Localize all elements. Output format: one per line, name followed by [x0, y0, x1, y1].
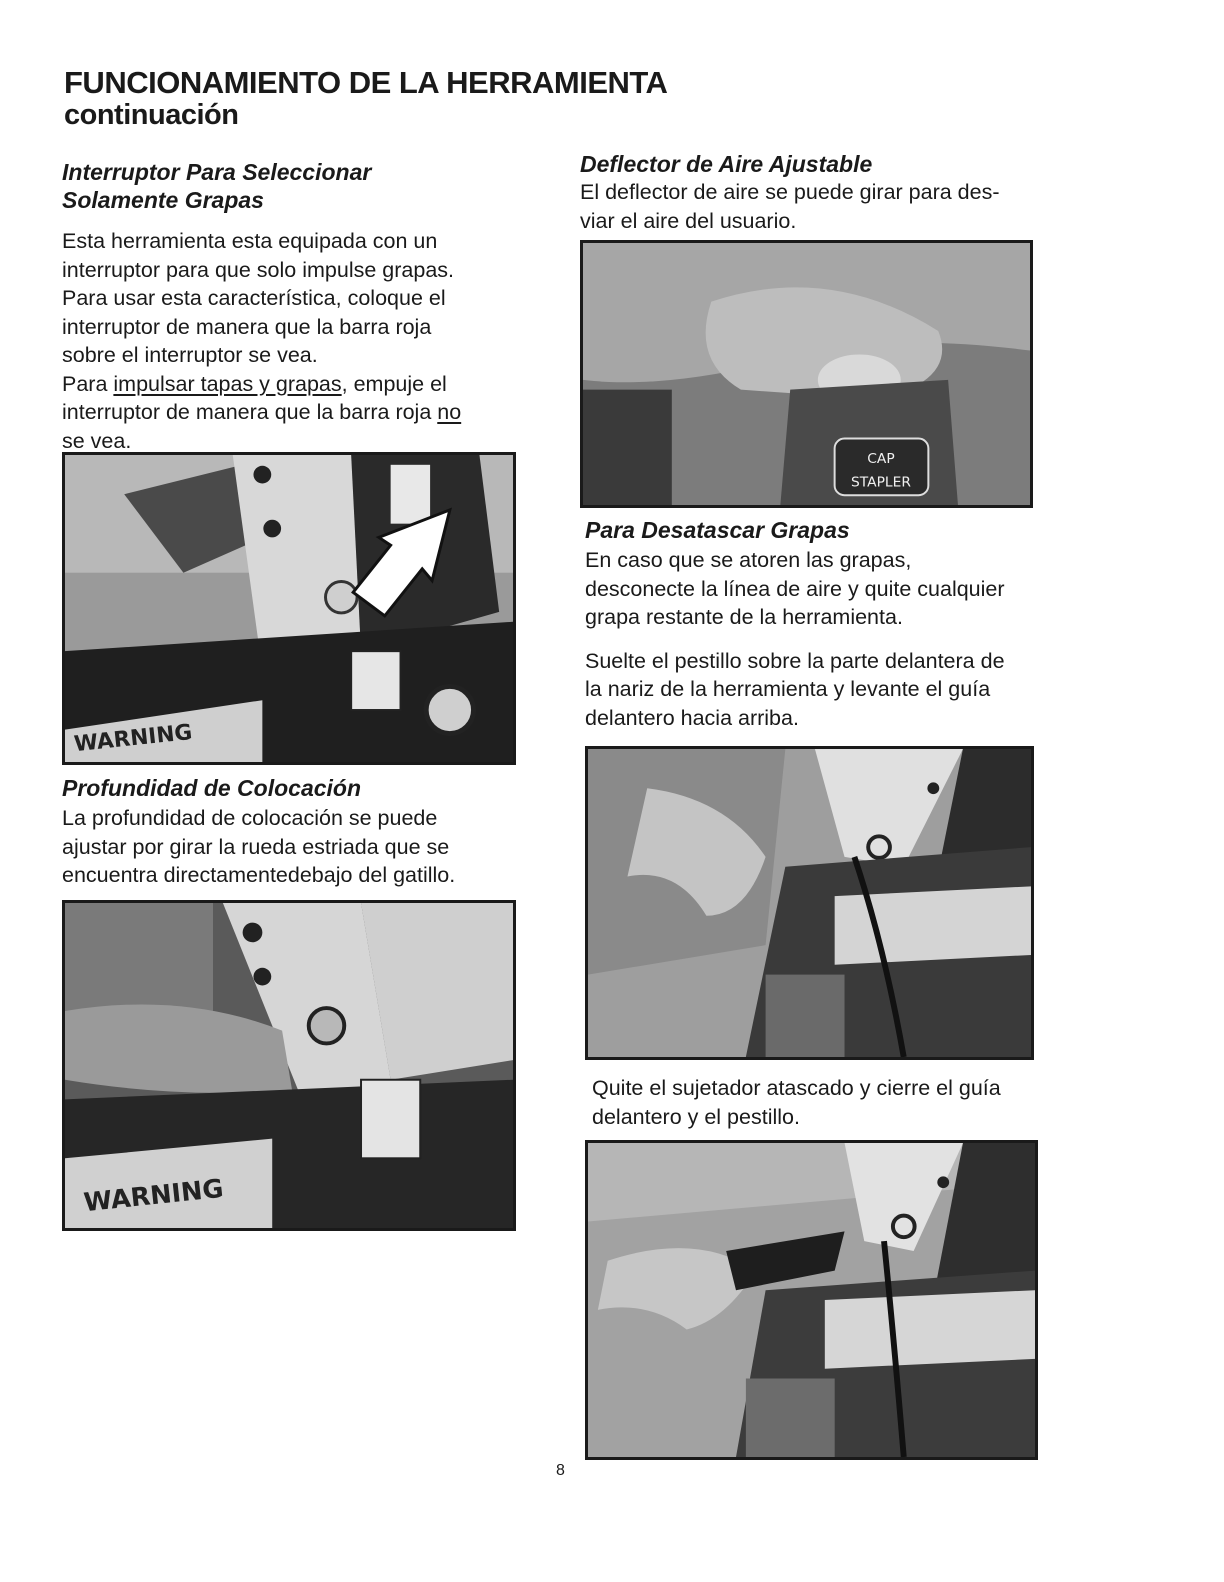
photo-air-deflector — [580, 240, 1033, 508]
page-title-main: FUNCIONAMIENTO DE LA HERRAMIENTA — [64, 65, 668, 100]
photo-drive-depth-image — [65, 903, 513, 1228]
section-heading: Para Desatascar Grapas — [585, 517, 850, 543]
page-title — [64, 66, 667, 132]
photo-staple-switch — [62, 452, 516, 765]
photo-warning-label: WARNING — [82, 1173, 225, 1219]
section-body: La profundidad de colocación se puede ajustar por girar la rueda estriada que se encuentra directamentedebajo del gatillo. — [62, 806, 456, 887]
section-body: El deflector de aire se puede girar para des- viar el aire del usuario. — [580, 180, 1000, 233]
section-body-para3: Quite el sujetador atascado y cierre el guía delantero y el pestillo. — [592, 1076, 1001, 1129]
page-title-continued: continuación — [64, 99, 239, 131]
section-drive-depth — [62, 774, 532, 890]
photo-close-latch-image — [588, 1143, 1035, 1457]
photo-air-deflector-image — [583, 243, 1030, 505]
photo-cap-label: CAP — [867, 451, 895, 467]
photo-stapler-label: STAPLER — [851, 474, 911, 491]
section-heading: Profundidad de Colocación — [62, 775, 362, 801]
section-heading: Interruptor Para Seleccionar Solamente Grapas — [62, 159, 372, 213]
section-staple-only-switch — [62, 158, 532, 455]
photo-open-latch — [585, 746, 1034, 1060]
photo-drive-depth — [62, 900, 516, 1231]
photo-staple-switch-image — [65, 455, 513, 762]
section-heading: Deflector de Aire Ajustable — [580, 151, 873, 177]
photo-close-latch — [585, 1140, 1038, 1460]
section-body-para1: En caso que se atoren las grapas, desconecte la línea de aire y quite cualquier grapa restante de la herramienta. — [585, 548, 1005, 629]
section-body: Esta herramienta esta equipada con un interruptor para que solo impulse grapas. Para usar esta característica, coloque el interruptor de manera que la barra roja sobre el interruptor se vea. Para impulsar tapas y grapas, empuje el interruptor de manera que la barra roja no se vea. — [62, 229, 462, 453]
section-air-deflector — [580, 150, 1050, 235]
photo-warning-label: WARNING — [72, 720, 194, 758]
page-number: 8 — [556, 1462, 565, 1479]
section-body-para2: Suelte el pestillo sobre la parte delantera de la nariz de la herramienta y levante el guía delantero hacia arriba. — [585, 648, 1005, 730]
photo-open-latch-image — [588, 749, 1031, 1057]
section-clear-jam — [585, 516, 1055, 732]
